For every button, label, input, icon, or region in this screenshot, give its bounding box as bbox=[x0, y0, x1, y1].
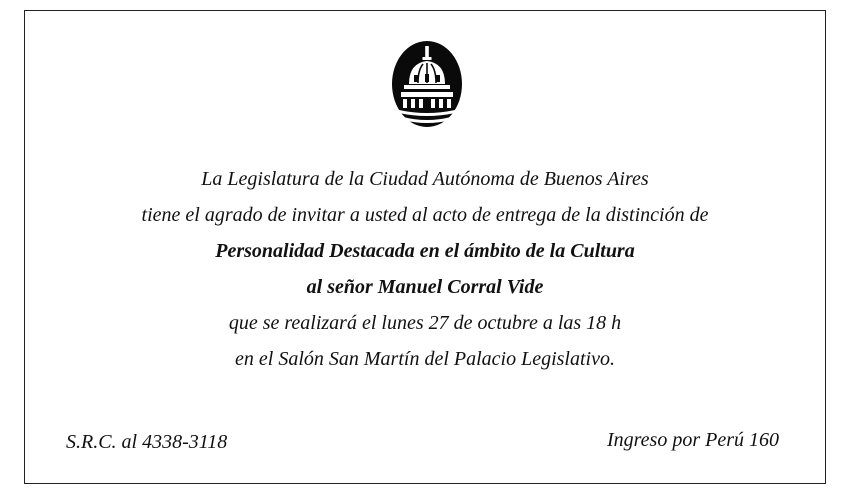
invitation-line-venue: en el Salón San Martín del Palacio Legislativo. bbox=[235, 348, 615, 370]
entrance-info: Ingreso por Perú 160 bbox=[606, 429, 779, 451]
legislature-dome-emblem-icon bbox=[390, 40, 464, 128]
rsvp-contact: S.R.C. al 4338-3118 bbox=[66, 431, 228, 453]
invitation-card bbox=[24, 10, 826, 484]
invitation-line-distinction: Personalidad Destacada en el ámbito de la Cultura bbox=[215, 240, 635, 262]
invitation-line-host: La Legislatura de la Ciudad Autónoma de Buenos Aires bbox=[201, 168, 649, 190]
invitation-text bbox=[25, 161, 825, 377]
invitation-line-date: que se realizará el lunes 27 de octubre a las 18 h bbox=[228, 312, 622, 334]
invitation-line-invite: tiene el agrado de invitar a usted al acto de entrega de la distinción de bbox=[141, 204, 709, 226]
invitation-line-honoree: al señor Manuel Corral Vide bbox=[306, 276, 544, 298]
